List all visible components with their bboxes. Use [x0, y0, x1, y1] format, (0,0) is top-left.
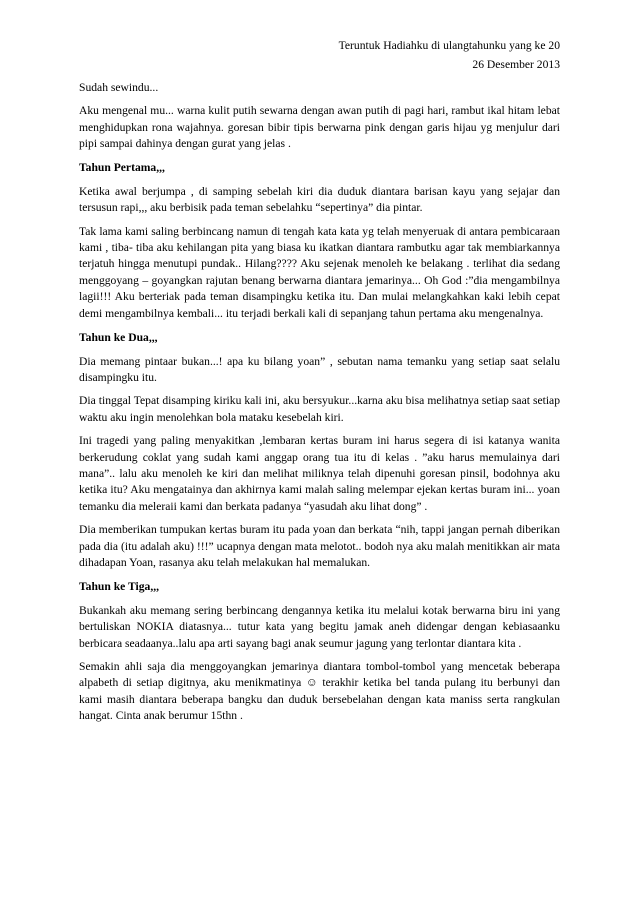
paragraph: Bukankah aku memang sering berbincang dengannya ketika itu melalui kotak berwarna biru ini yang bertuliskan NOKIA diatasnya... tutur kata yang begitu jamak aneh didengar dengan kebiasaanku berbicara seadaanya..lalu apa arti sayang bagi anak seumur jagung yang terlontar diantara kita .: [79, 603, 560, 650]
section-title-year-three: Tahun ke Tiga,,,: [79, 580, 160, 594]
paragraph: Semakin ahli saja dia menggoyangkan jemarinya diantara tombol-tombol yang mencetak beberapa alpabeth di setiap digitnya, aku menikmatinya ☺ terakhir ketika bel tanda pulang itu berbunyi dan kami masih diantara beberapa bangku dan duduk bersebelahan dengan kata maniss serta rangkulan hangat. Cinta anak berumur 15thn .: [79, 660, 560, 723]
salutation: Sudah sewindu...: [79, 80, 159, 94]
section-title-year-one: Tahun Pertama,,,: [79, 161, 165, 175]
paragraph: Dia memang pintaar bukan...! apa ku bilang yoan” , sebutan nama temanku yang setiap saat selalu disampingku itu.: [79, 354, 560, 384]
date-line: 26 Desember 2013: [472, 58, 560, 72]
paragraph: Tak lama kami saling berbincang namun di tengah kata kata yg telah menyeruak di antara pembicaraan kami , tiba- tiba aku kehilangan pita yang biasa ku ikatkan diantara rambutku agar tak membiarkannya terjatuh hingga menutupi pundak.. Hilang???? Aku sejenak menoleh ke belakang . terlihat dia sedang menggoyang – goyangkan rajutan benang berwarna diantara jemarinya... Oh God :”dia mengambilnya lagii!!! Aku berteriak pada teman disampingku ketika itu. Dan mulai melangkahkan kaki lebih cepat demi mengambilnya kembali... itu terjadi berkali kali di sepanjang tahun pertama aku mengenalnya.: [79, 224, 560, 320]
section-title-year-two: Tahun ke Dua,,,: [79, 331, 158, 345]
paragraph: Ini tragedi yang paling menyakitkan ,lembaran kertas buram ini harus segera di isi katanya wanita berkerudung coklat yang sudah kami anggap orang tua itu di kelas . ”aku harus memulainya dari mana”.. lalu aku menoleh ke kiri dan melihat miliknya telah dipenuhi goresan pinsil, bodohnya aku ketika itu? Aku mengatainya dan akhirnya kami malah saling melempar ejekan kertas buram ini... yoan temanku dia meleraii kami dan berkata padanya “yasudah aku lihat dong” .: [79, 434, 560, 513]
paragraph: Dia tinggal Tepat disamping kiriku kali ini, aku bersyukur...karna aku bisa melihatnya setiap saat setiap waktu aku ingin menolehkan bola mataku kesebelah kiri.: [79, 394, 560, 424]
intro-paragraph: Aku mengenal mu... warna kulit putih sewarna dengan awan putih di pagi hari, rambut ikal hitam lebat menghidupkan rona wajahnya. goresan bibir tipis berwarna pink dengan garis hijau yg menjulur dari pipi sampai dahinya dengan gurat yang jelas .: [79, 104, 560, 151]
paragraph: Dia memberikan tumpukan kertas buram itu pada yoan dan berkata “nih, tappi jangan pernah diberikan pada dia (itu adalah aku) !!!” ucapnya dengan mata melotot.. bodoh nya aku malah menitikkan air mata dihadapan Yoan, rasanya aku telah melakukan hal memalukan.: [79, 523, 560, 569]
dedication-line: Teruntuk Hadiahku di ulangtahunku yang ke 20: [338, 39, 560, 52]
paragraph: Ketika awal berjumpa , di samping sebelah kiri dia duduk diantara barisan kayu yang sejajar dan tersusun rapi,,, aku berbisik pada teman sebelahku “sepertinya” dia pintar.: [79, 184, 560, 215]
